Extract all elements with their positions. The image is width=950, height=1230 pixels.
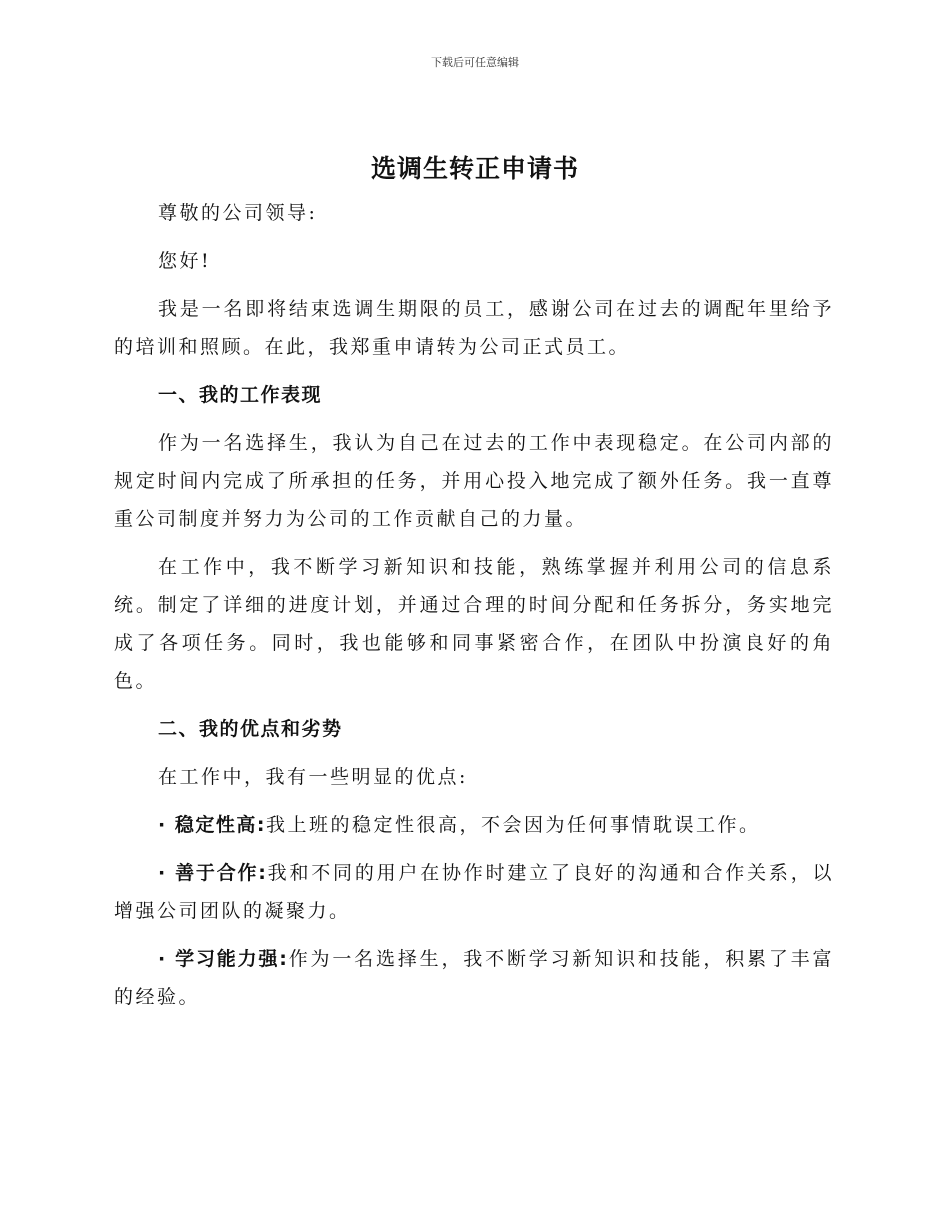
- bullet-label: · 善于合作:: [158, 862, 268, 884]
- bullet-label: · 学习能力强:: [158, 948, 289, 970]
- document-body: [114, 194, 834, 1026]
- greeting: 您好!: [158, 250, 212, 272]
- strengths-intro: 在工作中，我有一些明显的优点:: [158, 766, 468, 788]
- salutation: 尊敬的公司领导:: [158, 202, 318, 224]
- document-title: 选调生转正申请书: [370, 154, 579, 183]
- bullet-text: 作为一名选择生，我不断学习新知识和技能，积累了丰富的经验。: [114, 948, 834, 1008]
- section-heading-work-performance: 一、我的工作表现: [158, 384, 323, 406]
- work-performance-paragraph-1: 作为一名选择生，我认为自己在过去的工作中表现稳定。在公司内部的规定时间内完成了所承担的任务，并用心投入地完成了额外任务。我一直尊重公司制度并努力为公司的工作贡献自己的力量。: [114, 432, 834, 530]
- bullet-text: 我上班的稳定性很高，不会因为任何事情耽误工作。: [265, 814, 761, 836]
- section-heading-strengths: 二、我的优点和劣势: [158, 718, 343, 740]
- bullet-item-learning: [114, 940, 834, 1016]
- bullet-item-cooperation: [114, 854, 834, 930]
- work-performance-paragraph-2: 在工作中，我不断学习新知识和技能，熟练掌握并利用公司的信息系统。制定了详细的进度计划，并通过合理的时间分配和任务拆分，务实地完成了各项任务。同时，我也能够和同事紧密合作，在团队中扮演良好的角色。: [114, 556, 834, 692]
- intro-paragraph: 我是一名即将结束选调生期限的员工，感谢公司在过去的调配年里给予的培训和照顾。在此，我郑重申请转为公司正式员工。: [114, 298, 834, 358]
- bullet-label: · 稳定性高:: [158, 814, 266, 836]
- bullet-item-stability: [114, 806, 834, 844]
- bullet-text: 我和不同的用户在协作时建立了良好的沟通和合作关系，以增强公司团队的凝聚力。: [114, 862, 834, 922]
- page-header: 下载后可任意编辑: [431, 56, 519, 69]
